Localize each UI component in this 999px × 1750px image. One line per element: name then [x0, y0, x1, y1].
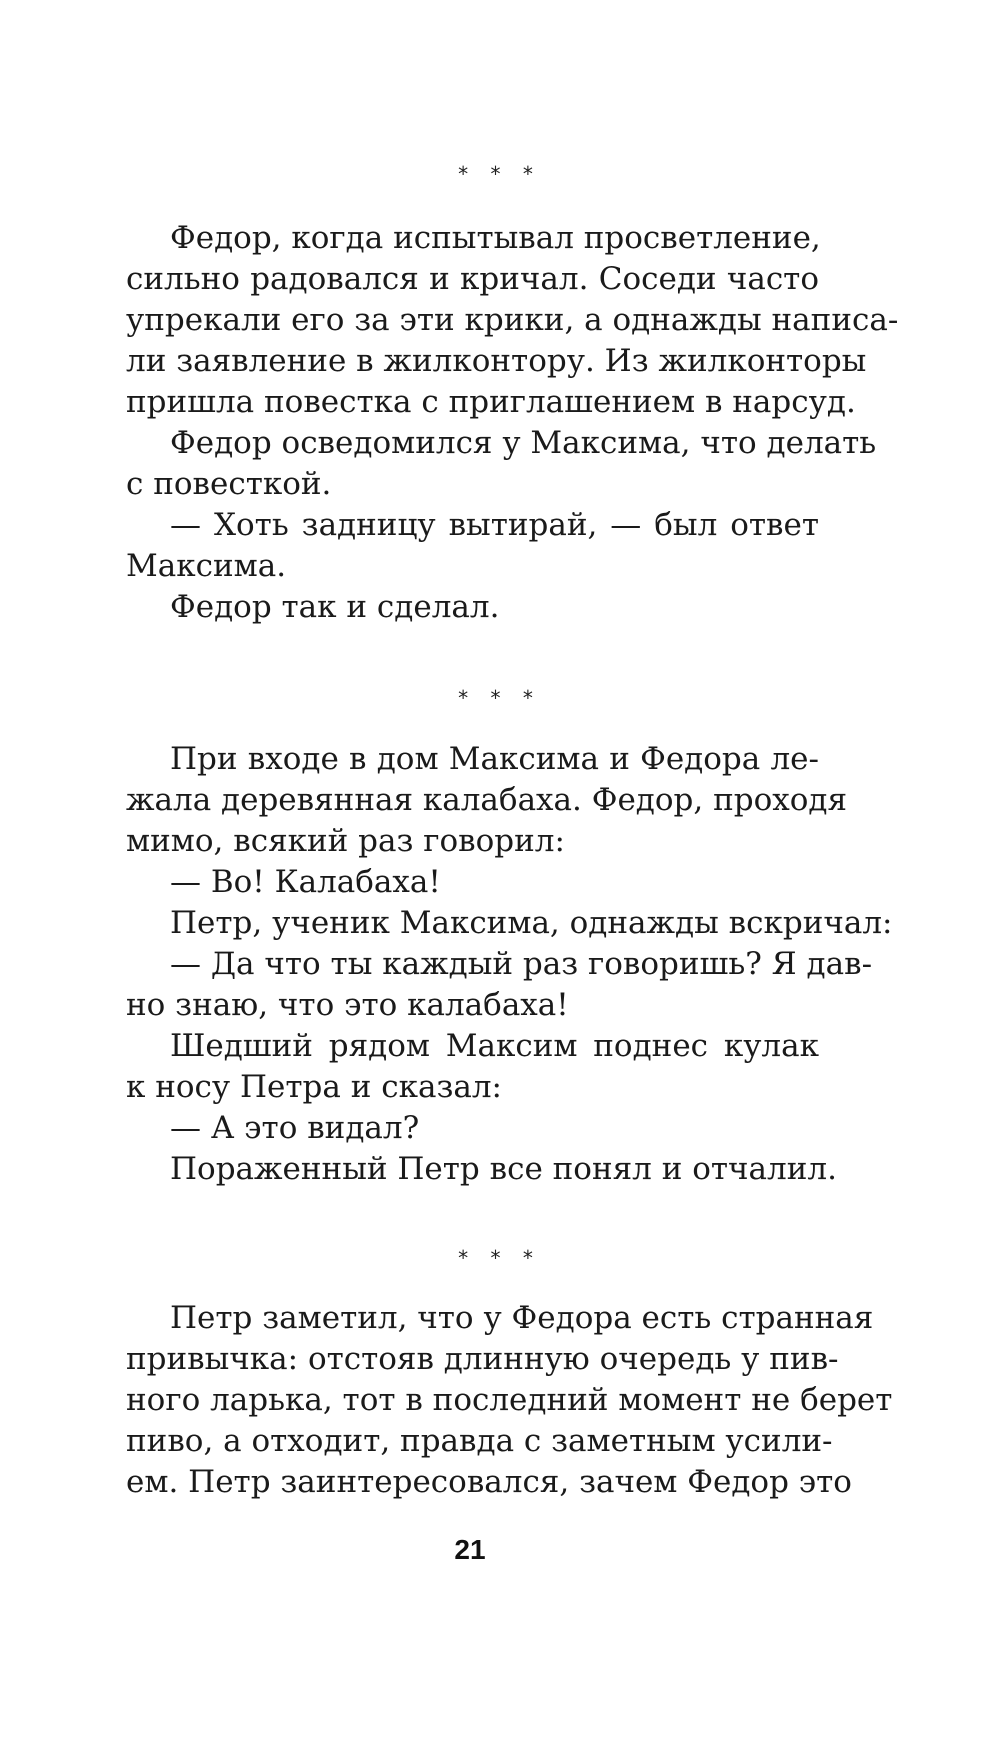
text-line: Петр заметил, что у Федора есть странная: [170, 1300, 874, 1336]
text-line: При входе в дом Максима и Федора ле-: [170, 741, 819, 777]
text-line: — Во! Калабаха!: [170, 864, 441, 900]
text-line: к носу Петра и сказал:: [126, 1069, 502, 1105]
text-line: мимо, всякий раз говорил:: [126, 823, 565, 859]
text-line: сильно радовался и кричал. Соседи часто: [126, 261, 819, 297]
text-line: с повесткой.: [126, 466, 332, 502]
text-line: пришла повестка с приглашением в нарсуд.: [126, 384, 856, 420]
text-line: — А это видал?: [170, 1110, 420, 1146]
text-line: Шедший рядом Максим поднес кулак: [170, 1028, 819, 1064]
text-line: привычка: отстояв длинную очередь у пив-: [126, 1341, 839, 1377]
text-line: упрекали его за эти крики, а однажды написа-: [126, 302, 899, 338]
text-line: — Да что ты каждый раз говоришь? Я дав-: [170, 946, 873, 982]
text-line: — Хоть задницу вытирай, — был ответ: [170, 507, 819, 543]
text-line: жала деревянная калабаха. Федор, проходя: [126, 782, 848, 818]
section-separator: * * *: [458, 1246, 541, 1270]
section-separator: * * *: [458, 162, 541, 186]
text-line: ем. Петр заинтересовался, зачем Федор это: [126, 1464, 852, 1500]
text-line: пиво, а отходит, правда с заметным усили-: [126, 1423, 833, 1459]
text-line: ного ларька, тот в последний момент не берет: [126, 1382, 893, 1418]
text-line: Федор так и сделал.: [170, 589, 500, 625]
text-line: Федор, когда испытывал просветление,: [170, 220, 821, 256]
text-line: Пораженный Петр все понял и отчалил.: [170, 1151, 837, 1187]
text-line: но знаю, что это калабаха!: [126, 987, 569, 1023]
text-line: ли заявление в жилконтору. Из жилконторы: [126, 343, 867, 379]
page-number: 21: [454, 1534, 486, 1565]
text-line: Максима.: [126, 548, 287, 584]
text-line: Федор осведомился у Максима, что делать: [170, 425, 877, 461]
text-line: Петр, ученик Максима, однажды вскричал:: [170, 905, 893, 941]
section-separator: * * *: [458, 686, 541, 710]
